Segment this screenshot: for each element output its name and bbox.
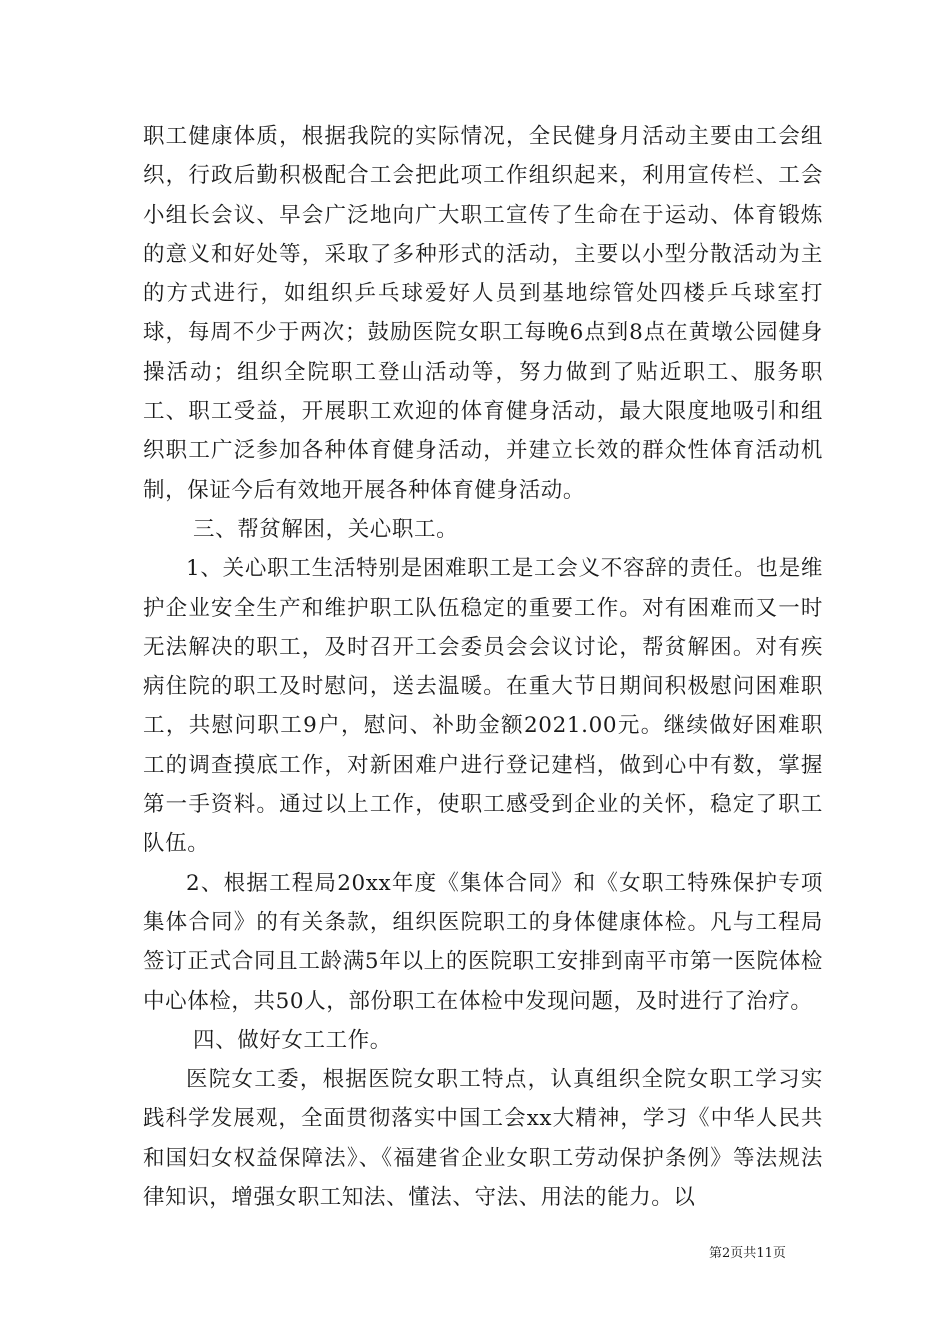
footer-total-pages: 11 — [756, 1246, 773, 1261]
paragraph-fitness-continuation: 职工健康体质，根据我院的实际情况，全民健身月活动主要由工会组织，行政后勤积极配合工会把此项工作组织起来，利用宣传栏、工会小组长会议、早会广泛地向广大职工宣传了生命在于运动、体育锻炼的意义和好处等，采取了多种形式的活动，主要以小型分散活动为主的方式进行，如组织乒乓球爱好人员到基地综管处四楼乒乓球室打球，每周不少于两次；鼓励医院女职工每晚6点到8点在黄墩公园健身操活动；组织全院职工登山活动等，努力做到了贴近职工、服务职工、职工受益，开展职工欢迎的体育健身活动，最大限度地吸引和组织职工广泛参加各种体育健身活动，并建立长效的群众性体育活动机制，保证今后有效地开展各种体育健身活动。 — [143, 124, 823, 503]
paragraph-female-workers: 医院女工委，根据医院女职工特点，认真组织全院女职工学习实践科学发展观，全面贯彻落实中国工会xx大精神，学习《中华人民共和国妇女权益保障法》、《福建省企业女职工劳动保护条例》等法规法律知识，增强女职工知法、懂法、守法、用法的能力。以 — [143, 1067, 823, 1211]
section-heading-4: 四、做好女工工作。 — [193, 1027, 392, 1053]
paragraph-poverty-relief-1: 1、关心职工生活特别是困难职工是工会义不容辞的责任。也是维护企业安全生产和维护职工队伍稳定的重要工作。对有困难而又一时无法解决的职工，及时召开工会委员会会议讨论，帮贫解困。对有疾病住院的职工及时慰问，送去温暖。在重大节日期间积极慰问困难职工，共慰问职工9户，慰问、补助金额2021.00元。继续做好困难职工的调查摸底工作，对新困难户进行登记建档，做到心中有数，掌握第一手资料。通过以上工作，使职工感受到企业的关怀，稳定了职工队伍。 — [143, 556, 823, 857]
footer-middle: 页共 — [730, 1246, 757, 1261]
document-body — [143, 117, 823, 1217]
footer-current-page: 2 — [722, 1246, 731, 1261]
page-footer — [709, 1246, 786, 1262]
paragraph-health-checkup-2: 2、根据工程局20xx年度《集体合同》和《女职工特殊保护专项集体合同》的有关条款，组织医院职工的身体健康体检。凡与工程局签订正式合同且工龄满5年以上的医院职工安排到南平市第一医院体检中心体检，共50人，部份职工在体检中发现问题，及时进行了治疗。 — [143, 870, 823, 1014]
footer-suffix: 页 — [772, 1246, 786, 1261]
section-heading-3: 三、帮贫解困，关心职工。 — [193, 516, 459, 542]
footer-prefix: 第 — [709, 1246, 723, 1261]
